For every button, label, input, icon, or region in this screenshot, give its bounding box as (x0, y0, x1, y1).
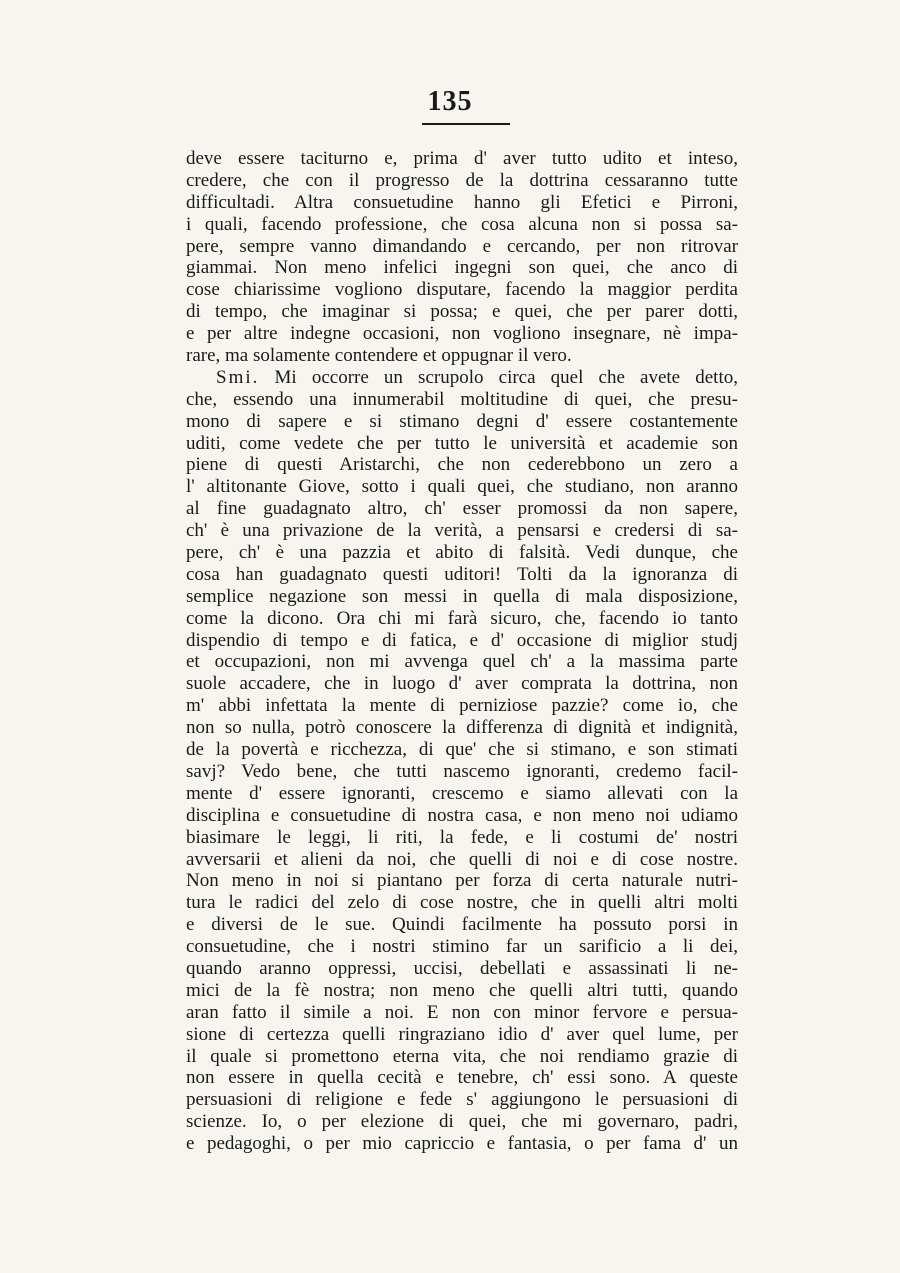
text-line: al fine guadagnato altro, ch' esser promossi da non sapere, (186, 498, 738, 520)
text-line: avversarii et alieni da noi, che quelli di noi e di cose nostre. (186, 848, 738, 870)
text-line: credere, che con il progresso de la dottrina cessaranno tutte (186, 169, 738, 191)
text-line: scienze. Io, o per elezione di quei, che mi governaro, padri, (186, 1111, 738, 1133)
text-line: non essere in quella cecità e tenebre, ch' essi sono. A queste (186, 1067, 738, 1089)
text-line: cosa han guadagnato questi uditori! Tolti da la ignoranza di (186, 563, 738, 585)
text-line: savj? Vedo bene, che tutti nascemo ignoranti, credemo facil- (186, 760, 738, 782)
text-line: sione di certezza quelli ringraziano idio d' aver quel lume, per (186, 1023, 738, 1045)
text-line: tura le radici del zelo di cose nostre, che in quelli altri molti (186, 892, 738, 914)
text-line: dispendio di tempo e di fatica, e d' occasione di miglior studj (186, 629, 738, 651)
text-line: che, essendo una innumerabil moltitudine di quei, che presu- (186, 388, 738, 410)
text-line: giammai. Non meno infelici ingegni son quei, che anco di (186, 257, 738, 279)
text-line: difficultadi. Altra consuetudine hanno gli Efetici e Pirroni, (186, 191, 738, 213)
header-rule (422, 123, 510, 125)
text-line: e diversi de le sue. Quindi facilmente ha possuto porsi in (186, 914, 738, 936)
text-line: disciplina e consuetudine di nostra casa, e non meno noi udiamo (186, 804, 738, 826)
text-line: non so nulla, potrò conoscere la differenza di dignità et indignità, (186, 717, 738, 739)
text-line: il quale si promettono eterna vita, che noi rendiamo grazie di (186, 1045, 738, 1067)
text-line: biasimare le leggi, li riti, la fede, e li costumi de' nostri (186, 826, 738, 848)
text-line: semplice negazione son messi in quella di mala disposizione, (186, 585, 738, 607)
text-line: e pedagoghi, o per mio capriccio e fantasia, o per fama d' un (186, 1133, 738, 1155)
text-line: aran fatto il simile a noi. E non con minor fervore e persua- (186, 1001, 738, 1023)
text-line: Non meno in noi si piantano per forza di certa naturale nutri- (186, 870, 738, 892)
text-line: m' abbi infettata la mente di perniziose pazzie? come io, che (186, 695, 738, 717)
text-line: cose chiarissime vogliono disputare, facendo la maggior perdita (186, 279, 738, 301)
text-line: deve essere taciturno e, prima d' aver tutto udito et inteso, (186, 148, 738, 169)
text-line: piene di questi Aristarchi, che non cederebbono un zero a (186, 454, 738, 476)
text-line: mente d' essere ignoranti, crescemo e siamo allevati con la (186, 782, 738, 804)
text-line: e per altre indegne occasioni, non vogliono insegnare, nè impa- (186, 323, 738, 345)
text-line: pere, ch' è una pazzia et abito di falsità. Vedi dunque, che (186, 542, 738, 564)
text-line: l' altitonante Giove, sotto i quali quei, che studiano, non aranno (186, 476, 738, 498)
text-line: i quali, facendo professione, che cosa alcuna non si possa sa- (186, 213, 738, 235)
text-line: et occupazioni, non mi avvenga quel ch' a la massima parte (186, 651, 738, 673)
text-line: mono di sapere e si stimano degni d' essere costantemente (186, 410, 738, 432)
speaker-label: Smi. (216, 366, 260, 388)
text-line: persuasioni di religione e fede s' aggiungono le persuasioni di (186, 1089, 738, 1111)
text-line: pere, sempre vanno dimandando e cercando, per non ritrovar (186, 235, 738, 257)
page-number: 135 (427, 86, 473, 117)
text-line: mici de la fè nostra; non meno che quelli altri tutti, quando (186, 979, 738, 1001)
text-line: uditi, come vedete che per tutto le università et academie son (186, 432, 738, 454)
body-text (186, 148, 738, 1155)
text-line: de la povertà e ricchezza, di que' che si stimano, e son stimati (186, 739, 738, 761)
text-line: di tempo, che imaginar si possa; e quei, che per parer dotti, (186, 301, 738, 323)
text-line: rare, ma solamente contendere et oppugnar il vero. (186, 345, 572, 367)
text-line: consuetudine, che i nostri stimino far un sarificio a li dei, (186, 936, 738, 958)
text-line: come la dicono. Ora chi mi farà sicuro, che, facendo io tanto (186, 607, 738, 629)
text-line: ch' è una privazione de la verità, a pensarsi e credersi di sa- (186, 520, 738, 542)
text-line: quando aranno oppressi, uccisi, debellati e assassinati li ne- (186, 957, 738, 979)
speaker-line (186, 367, 738, 389)
text-line: suole accadere, che in luogo d' aver comprata la dottrina, non (186, 673, 738, 695)
text-line: Mi occorre un scrupolo circa quel che avete detto, (274, 366, 738, 388)
